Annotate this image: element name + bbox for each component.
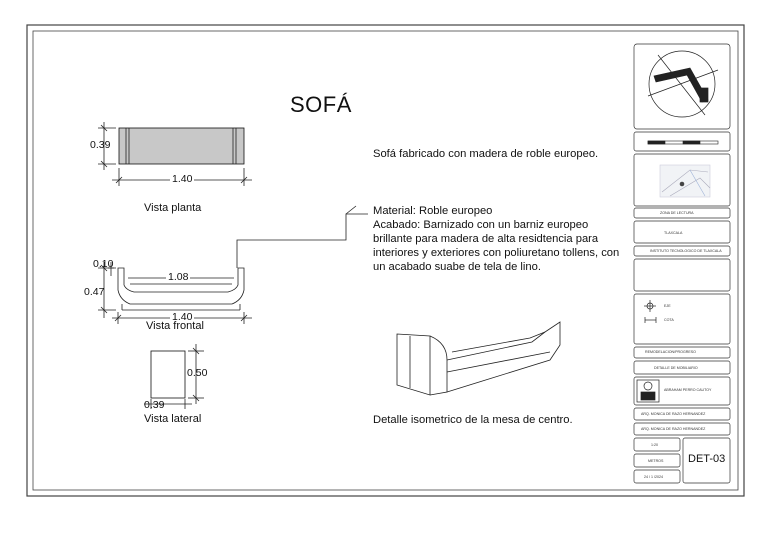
logo-mark [637, 380, 659, 402]
side-height-dim: 0.50 [187, 367, 208, 379]
scale-bar [648, 141, 718, 144]
tb-institution: INSTITUTO TECNOLOGICO DE TLAXCALA [650, 249, 722, 253]
iso-caption: Detalle isometrico de la mesa de centro. [373, 414, 573, 426]
leader-line [237, 206, 368, 268]
front-top-dim: 0.10 [93, 258, 114, 270]
page-title: SOFÁ [290, 92, 352, 117]
title-block [634, 44, 730, 483]
front-width-dim: 1.40 [172, 311, 193, 323]
tb-symbol-1: EJE [664, 304, 671, 308]
side-width-dim: 0.39 [144, 399, 165, 411]
material-note: Material: Roble europeo Acabado: Barnizado con un barniz europeo brillante para madera de alta residtencia para interiores y exteriores con poliuretano tollens, con un acabado suabe de tela de lino. [373, 205, 620, 273]
tb-symbol-2: COTA [664, 318, 674, 322]
side-caption: Vista lateral [144, 413, 202, 425]
isometric-sketch [397, 322, 560, 395]
tb-sheet-number: DET-03 [688, 453, 726, 465]
tb-scale: 1:20 [651, 443, 658, 447]
tb-teacher-2: ARQ. MONICA DE RAZO HERNANDEZ [641, 427, 706, 431]
front-caption: Vista frontal [146, 320, 204, 332]
tb-teacher-1: ARQ. MONICA DE RAZO HERNANDEZ [641, 412, 706, 416]
tb-location: TLAXCALA [664, 231, 683, 235]
tb-date: 24 / 1 /2024 [644, 475, 663, 479]
description-text: Sofá fabricado con madera de roble europeo. [373, 148, 599, 160]
front-inner-dim: 1.08 [168, 271, 189, 283]
plan-caption: Vista planta [144, 202, 202, 214]
location-map [660, 165, 710, 197]
plan-height-dim: 0.39 [90, 139, 111, 151]
tb-content: DETALLE DE MOBILIARIO [654, 366, 698, 370]
front-height-dim: 0.47 [84, 286, 105, 298]
tb-project: REMODELACION/PROGRESO [645, 350, 696, 354]
tb-zone-label: ZONA DE LECTURA [660, 211, 694, 215]
tb-units: METROS [648, 459, 664, 463]
plan-width-dim: 1.40 [172, 173, 193, 185]
tb-author: ABRAHAM PERRO CAUTOY [664, 388, 712, 392]
